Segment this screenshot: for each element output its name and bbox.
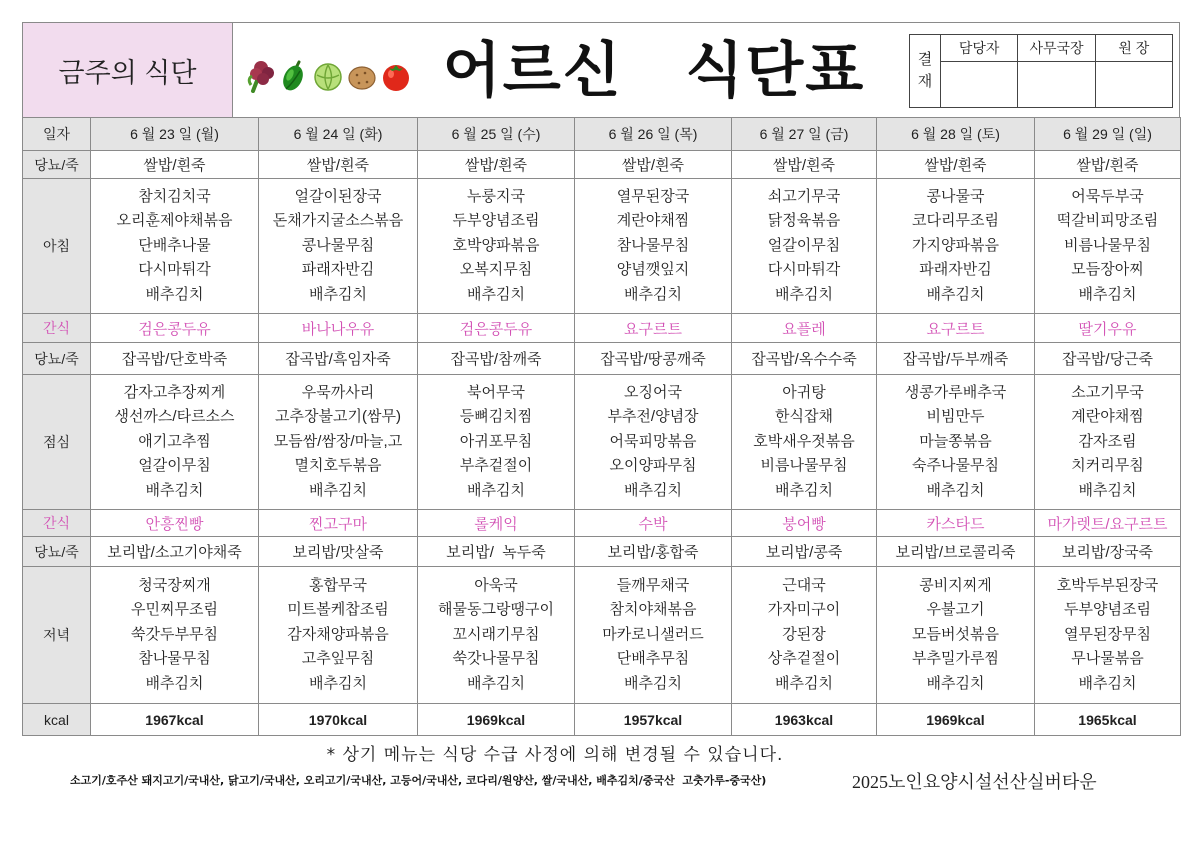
dish-item: 콩비지찌게	[919, 576, 992, 594]
dish-item: 들깨무채국	[616, 576, 690, 594]
day-header: 6 월 25 일 (수)	[418, 118, 575, 151]
dish-item: 가지양파볶음	[912, 236, 999, 254]
dish-item: 쇠고기무국	[767, 187, 841, 205]
dish-item: 다시마튀각	[138, 261, 211, 279]
dish-item: 오리훈제야채볶음	[116, 212, 233, 230]
dish-item: 감자고추장찌게	[123, 383, 226, 401]
kcal-value: 1969kcal	[877, 704, 1035, 736]
dish-item: 배추김치	[775, 674, 833, 692]
week-label: 금주의 식단	[23, 23, 233, 117]
kcal-value: 1967kcal	[91, 704, 259, 736]
dish-item: 감자채양파볶음	[287, 625, 389, 643]
kcal-value: 1969kcal	[418, 704, 575, 736]
dish-item: 강된장	[782, 625, 826, 643]
row-label: 저녁	[23, 567, 91, 704]
dish-item: 참나물무침	[138, 650, 211, 668]
dish-item: 배추김치	[1078, 481, 1137, 499]
dish-item: 계란야채찜	[1071, 408, 1144, 426]
row-label: 아침	[23, 179, 91, 314]
breakfast-porridge-row	[23, 151, 1181, 179]
dish-item: 근대국	[782, 576, 826, 594]
dish-item: 참치야채볶음	[609, 601, 697, 619]
menu-header	[22, 22, 1180, 118]
approval-label-top: 결	[917, 51, 933, 68]
row-label: 당뇨/죽	[23, 343, 91, 375]
dish-item: 부추겉절이	[459, 457, 533, 475]
row-label: 당뇨/죽	[23, 537, 91, 567]
afternoon-snack-row	[23, 510, 1181, 537]
dish-item: 배추김치	[775, 285, 833, 303]
dish-item: 다시마튀각	[767, 261, 841, 279]
dish-item: 마카로니샐러드	[602, 625, 704, 643]
green-pepper-icon	[279, 59, 309, 93]
approval-label	[910, 35, 941, 108]
dish-item: 참나물무침	[616, 236, 690, 254]
meal-cell	[418, 567, 575, 704]
lunch-porridge-row	[23, 343, 1181, 375]
dish-item: 배추김치	[926, 674, 985, 692]
snack-cell: 요구르트	[877, 314, 1035, 343]
porridge-cell: 쌀밥/흰죽	[91, 151, 259, 179]
dish-item: 배추김치	[624, 285, 682, 303]
dish-item: 배추김치	[467, 285, 525, 303]
meal-cell	[575, 567, 732, 704]
dish-item: 숙주나물무침	[912, 457, 999, 475]
dish-item: 파래자반김	[301, 261, 375, 279]
porridge-cell: 쌀밥/흰죽	[1035, 151, 1181, 179]
dish-item: 아욱국	[474, 576, 518, 594]
dish-item: 미트볼케찹조림	[287, 601, 389, 619]
dish-item: 배추김치	[624, 481, 682, 499]
snack-cell: 검은콩두유	[418, 314, 575, 343]
porridge-cell: 보리밥/홍합죽	[575, 537, 732, 567]
date-label: 일자	[23, 118, 91, 151]
dish-item: 호박양파볶음	[452, 236, 540, 254]
dish-item: 쑥갓두부무침	[131, 625, 218, 643]
dish-item: 얼갈이무침	[138, 457, 211, 475]
dish-item: 우불고기	[926, 601, 985, 619]
date-header-row	[23, 118, 1181, 151]
origin-info: 소고기/호주산 돼지고기/국내산, 닭고기/국내산, 오리고기/국내산, 고등어/국내산, 코다리/원양산, 쌀/국내산, 배추김치/중국산 고춧가루-중국산)	[70, 774, 767, 787]
porridge-cell: 쌀밥/흰죽	[732, 151, 877, 179]
dish-item: 상추겉절이	[767, 650, 841, 668]
dish-item: 단배추무침	[616, 650, 690, 668]
porridge-cell: 잡곡밥/참깨죽	[418, 343, 575, 375]
dish-item: 아귀포무침	[459, 432, 533, 450]
dish-item: 아귀탕	[782, 383, 826, 401]
dish-item: 배추김치	[467, 481, 525, 499]
snack-cell: 롤케익	[418, 510, 575, 537]
snack-cell: 안흥찐빵	[91, 510, 259, 537]
dish-item: 모듬장아찌	[1071, 261, 1144, 279]
porridge-cell: 쌀밥/흰죽	[575, 151, 732, 179]
signature-box-secretary	[1018, 62, 1095, 108]
dish-item: 단배추나물	[138, 236, 211, 254]
dinner-porridge-row	[23, 537, 1181, 567]
row-label: 점심	[23, 375, 91, 510]
dish-item: 비름나물무침	[760, 457, 848, 475]
dish-item: 얼갈이무침	[767, 236, 841, 254]
page-title: 어르신 식단표	[442, 37, 866, 104]
porridge-cell: 보리밥/브로콜리죽	[877, 537, 1035, 567]
dish-item: 호박새우젓볶음	[753, 432, 855, 450]
porridge-cell: 보리밥/ 녹두죽	[418, 537, 575, 567]
porridge-cell: 보리밥/소고기야채죽	[91, 537, 259, 567]
dish-item: 쑥갓나물무침	[452, 650, 540, 668]
meal-cell	[91, 179, 259, 314]
meal-cell	[91, 567, 259, 704]
dish-item: 마늘쫑볶음	[919, 432, 992, 450]
row-label: 당뇨/죽	[23, 151, 91, 179]
dish-item: 닭정육볶음	[767, 212, 841, 230]
snack-cell: 검은콩두유	[91, 314, 259, 343]
potato-icon	[347, 59, 377, 93]
dish-item: 양념깻잎지	[616, 261, 690, 279]
dish-item: 배추김치	[926, 481, 985, 499]
signature-box-director	[1095, 62, 1172, 108]
dish-item: 참치김치국	[138, 187, 211, 205]
dish-item: 배추김치	[309, 481, 367, 499]
dish-item: 열무된장국	[616, 187, 690, 205]
dish-item: 부추전/양념장	[607, 408, 699, 426]
snack-cell: 마가렛트/요구르트	[1035, 510, 1181, 537]
snack-cell: 찐고구마	[259, 510, 418, 537]
dish-item: 생콩가루배추국	[904, 383, 1007, 401]
dish-item: 홍합무국	[309, 576, 367, 594]
day-header: 6 월 27 일 (금)	[732, 118, 877, 151]
dish-item: 배추김치	[145, 674, 204, 692]
dish-item: 우묵까사리	[301, 383, 375, 401]
meal-cell	[877, 179, 1035, 314]
kcal-value: 1963kcal	[732, 704, 877, 736]
approval-column-secretary: 사무국장	[1018, 35, 1095, 62]
dish-item: 파래자반김	[919, 261, 992, 279]
dish-item: 한식잡채	[775, 408, 833, 426]
snack-cell: 딸기우유	[1035, 314, 1181, 343]
meal-cell	[418, 375, 575, 510]
menu-table-header	[23, 118, 1181, 151]
porridge-cell: 쌀밥/흰죽	[877, 151, 1035, 179]
porridge-cell: 잡곡밥/옥수수죽	[732, 343, 877, 375]
dish-item: 오이양파무침	[609, 457, 697, 475]
dish-item: 콩나물국	[926, 187, 985, 205]
dish-item: 두부양념조림	[1064, 601, 1151, 619]
approval-column-staff: 담당자	[941, 35, 1018, 62]
meal-cell	[732, 375, 877, 510]
dish-item: 북어무국	[467, 383, 525, 401]
meal-cell	[1035, 375, 1181, 510]
dish-item: 떡갈비피망조림	[1056, 212, 1159, 230]
porridge-cell: 보리밥/장국죽	[1035, 537, 1181, 567]
dish-item: 소고기무국	[1071, 383, 1144, 401]
dish-item: 모듬버섯볶음	[912, 625, 999, 643]
dish-item: 배추김치	[775, 481, 833, 499]
signature-box-staff	[941, 62, 1018, 108]
porridge-cell: 잡곡밥/땅콩깨죽	[575, 343, 732, 375]
meal-cell	[575, 179, 732, 314]
dish-item: 배추김치	[309, 674, 367, 692]
dish-item: 부추밀가루찜	[912, 650, 999, 668]
porridge-cell: 보리밥/맛살죽	[259, 537, 418, 567]
row-label: 간식	[23, 314, 91, 343]
meal-cell	[877, 567, 1035, 704]
meal-cell	[1035, 567, 1181, 704]
dish-item: 어묵두부국	[1071, 187, 1144, 205]
dish-item: 열무된장무침	[1064, 625, 1151, 643]
porridge-cell: 잡곡밥/당근죽	[1035, 343, 1181, 375]
breakfast-row	[23, 179, 1181, 314]
lettuce-icon	[245, 59, 275, 93]
porridge-cell: 쌀밥/흰죽	[418, 151, 575, 179]
porridge-cell: 잡곡밥/흑임자죽	[259, 343, 418, 375]
day-header: 6 월 23 일 (월)	[91, 118, 259, 151]
dish-item: 가자미구이	[767, 601, 841, 619]
porridge-cell: 쌀밥/흰죽	[259, 151, 418, 179]
dish-item: 생선까스/타르소스	[114, 408, 235, 426]
dish-item: 배추김치	[1078, 674, 1137, 692]
dish-item: 멸치호두볶음	[294, 457, 382, 475]
food-icons	[245, 59, 411, 93]
dish-item: 오징어국	[624, 383, 682, 401]
meal-cell	[1035, 179, 1181, 314]
dish-item: 고추잎무침	[301, 650, 375, 668]
meal-cell	[877, 375, 1035, 510]
approval-label-bottom: 재	[917, 73, 933, 90]
dish-item: 배추김치	[624, 674, 682, 692]
dish-item: 고추장불고기(쌈무)	[275, 408, 401, 426]
dinner-row	[23, 567, 1181, 704]
snack-cell: 요플레	[732, 314, 877, 343]
dish-item: 코다리무조림	[912, 212, 999, 230]
dish-item: 배추김치	[145, 481, 204, 499]
lunch-row	[23, 375, 1181, 510]
facility-name: 2025노인요양시설선산실버타운	[852, 772, 1097, 792]
morning-snack-row	[23, 314, 1181, 343]
kcal-value: 1970kcal	[259, 704, 418, 736]
dish-item: 얼갈이된장국	[294, 187, 382, 205]
snack-cell: 수박	[575, 510, 732, 537]
row-label: 간식	[23, 510, 91, 537]
porridge-cell: 보리밥/콩죽	[732, 537, 877, 567]
dish-item: 돈채가지굴소스볶음	[272, 212, 404, 230]
dish-item: 비빔만두	[926, 408, 985, 426]
meal-cell	[575, 375, 732, 510]
dish-item: 배추김치	[1078, 285, 1137, 303]
row-label: kcal	[23, 704, 91, 736]
snack-cell: 붕어빵	[732, 510, 877, 537]
dish-item: 오복지무침	[459, 261, 533, 279]
kcal-value: 1957kcal	[575, 704, 732, 736]
menu-table	[22, 117, 1181, 736]
change-notice: * 상기 메뉴는 식당 수급 사정에 의해 변경될 수 있습니다.	[326, 745, 784, 765]
day-header: 6 월 29 일 (일)	[1035, 118, 1181, 151]
dish-item: 애기고추찜	[138, 432, 211, 450]
dish-item: 배추김치	[145, 285, 204, 303]
porridge-cell: 잡곡밥/단호박죽	[91, 343, 259, 375]
dish-item: 계란야채찜	[616, 212, 690, 230]
meal-cell	[259, 375, 418, 510]
dish-item: 해물동그랑땡구이	[438, 601, 554, 619]
dish-item: 모듬쌈/쌈장/마늘,고	[273, 432, 403, 450]
dish-item: 꼬시래기무침	[452, 625, 540, 643]
meal-cell	[259, 567, 418, 704]
meal-cell	[259, 179, 418, 314]
menu-table-body	[23, 151, 1181, 736]
meal-cell	[91, 375, 259, 510]
dish-item: 무나물볶음	[1071, 650, 1144, 668]
approval-box	[909, 34, 1173, 108]
calories-row	[23, 704, 1181, 736]
dish-item: 우민찌무조림	[131, 601, 218, 619]
meal-cell	[418, 179, 575, 314]
dish-item: 콩나물무침	[301, 236, 375, 254]
dish-item: 배추김치	[926, 285, 985, 303]
dish-item: 비름나물무침	[1064, 236, 1151, 254]
day-header: 6 월 26 일 (목)	[575, 118, 732, 151]
approval-column-director: 원 장	[1095, 35, 1172, 62]
porridge-cell: 잡곡밥/두부깨죽	[877, 343, 1035, 375]
snack-cell: 카스타드	[877, 510, 1035, 537]
dish-item: 누룽지국	[467, 187, 525, 205]
dish-item: 배추김치	[467, 674, 525, 692]
dish-item: 배추김치	[309, 285, 367, 303]
day-header: 6 월 28 일 (토)	[877, 118, 1035, 151]
dish-item: 등뼈김치찜	[459, 408, 533, 426]
meal-cell	[732, 567, 877, 704]
snack-cell: 요구르트	[575, 314, 732, 343]
tomato-icon	[381, 59, 411, 93]
dish-item: 어묵피망볶음	[609, 432, 697, 450]
snack-cell: 바나나우유	[259, 314, 418, 343]
dish-item: 호박두부된장국	[1056, 576, 1159, 594]
dish-item: 두부양념조림	[452, 212, 540, 230]
day-header: 6 월 24 일 (화)	[259, 118, 418, 151]
cabbage-icon	[313, 59, 343, 93]
kcal-value: 1965kcal	[1035, 704, 1181, 736]
dish-item: 청국장찌개	[138, 576, 211, 594]
dish-item: 감자조림	[1078, 432, 1137, 450]
meal-cell	[732, 179, 877, 314]
dish-item: 치커리무침	[1071, 457, 1144, 475]
